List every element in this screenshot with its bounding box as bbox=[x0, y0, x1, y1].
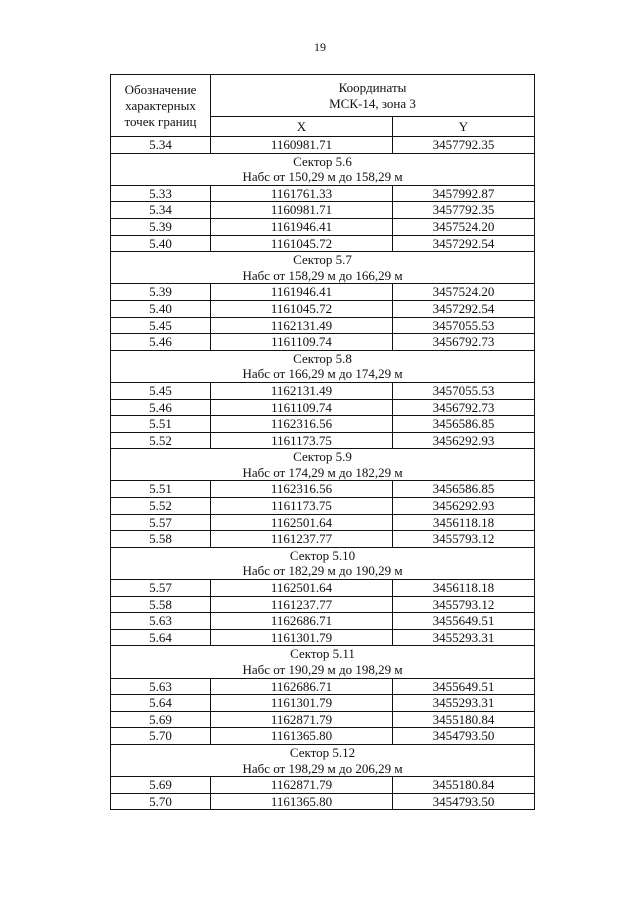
table-row bbox=[111, 185, 535, 202]
table-row bbox=[111, 218, 535, 235]
point-id-cell: 5.39 bbox=[111, 284, 211, 301]
table-row bbox=[111, 481, 535, 498]
y-coordinate-cell: 3456586.85 bbox=[393, 416, 535, 433]
table-row bbox=[111, 678, 535, 695]
point-designation-header bbox=[111, 75, 211, 137]
table-row bbox=[111, 317, 535, 334]
point-id-cell: 5.69 bbox=[111, 711, 211, 728]
table-row bbox=[111, 300, 535, 317]
y-coordinate-cell: 3457292.54 bbox=[393, 300, 535, 317]
sector-title: Сектор 5.12 bbox=[289, 744, 356, 760]
y-coordinate-cell: 3456792.73 bbox=[393, 399, 535, 416]
x-coordinate-cell: 1162871.79 bbox=[211, 711, 393, 728]
point-id-cell: 5.58 bbox=[111, 596, 211, 613]
point-id-cell: 5.63 bbox=[111, 678, 211, 695]
point-id-cell: 5.40 bbox=[111, 300, 211, 317]
sector-title: Сектор 5.10 bbox=[289, 547, 356, 563]
x-coordinate-cell: 1161173.75 bbox=[211, 432, 393, 449]
point-id-cell: 5.70 bbox=[111, 728, 211, 745]
point-id-cell: 5.51 bbox=[111, 416, 211, 433]
x-coordinate-cell: 1161109.74 bbox=[211, 334, 393, 351]
y-coordinate-cell: 3457524.20 bbox=[393, 284, 535, 301]
y-column-header: Y bbox=[393, 117, 535, 137]
sector-row bbox=[111, 547, 535, 579]
y-coordinate-cell: 3457292.54 bbox=[393, 235, 535, 252]
x-coordinate-cell: 1161761.33 bbox=[211, 185, 393, 202]
sector-title: Сектор 5.6 bbox=[293, 153, 352, 169]
table-row bbox=[111, 202, 535, 219]
table-row bbox=[111, 334, 535, 351]
x-coordinate-cell: 1161237.77 bbox=[211, 596, 393, 613]
y-coordinate-cell: 3456292.93 bbox=[393, 498, 535, 515]
sector-cell bbox=[111, 153, 535, 185]
sector-cell bbox=[111, 547, 535, 579]
point-id-cell: 5.33 bbox=[111, 185, 211, 202]
table-row bbox=[111, 695, 535, 712]
y-coordinate-cell: 3457524.20 bbox=[393, 218, 535, 235]
sector-row bbox=[111, 646, 535, 678]
x-coordinate-cell: 1162501.64 bbox=[211, 580, 393, 597]
x-coordinate-cell: 1161946.41 bbox=[211, 284, 393, 301]
table-row bbox=[111, 284, 535, 301]
point-id-cell: 5.57 bbox=[111, 580, 211, 597]
y-coordinate-cell: 3454793.50 bbox=[393, 793, 535, 810]
y-coordinate-cell: 3456586.85 bbox=[393, 481, 535, 498]
x-coordinate-cell: 1161173.75 bbox=[211, 498, 393, 515]
sector-height-range: Набс от 174,29 м до 182,29 м bbox=[242, 464, 403, 480]
x-coordinate-cell: 1161301.79 bbox=[211, 629, 393, 646]
y-coordinate-cell: 3455180.84 bbox=[393, 711, 535, 728]
sector-height-range: Набс от 182,29 м до 190,29 м bbox=[242, 563, 403, 579]
sector-row bbox=[111, 449, 535, 481]
sector-row bbox=[111, 252, 535, 284]
table-body bbox=[111, 137, 535, 810]
sector-height-range: Набс от 158,29 м до 166,29 м bbox=[242, 267, 403, 283]
y-coordinate-cell: 3457792.35 bbox=[393, 202, 535, 219]
sector-cell bbox=[111, 252, 535, 284]
point-id-cell: 5.39 bbox=[111, 218, 211, 235]
y-coordinate-cell: 3454793.50 bbox=[393, 728, 535, 745]
table-row bbox=[111, 382, 535, 399]
x-coordinate-cell: 1161045.72 bbox=[211, 235, 393, 252]
sector-title: Сектор 5.11 bbox=[290, 646, 355, 662]
x-coordinate-cell: 1162686.71 bbox=[211, 613, 393, 630]
y-coordinate-cell: 3457055.53 bbox=[393, 317, 535, 334]
sector-row bbox=[111, 350, 535, 382]
x-coordinate-cell: 1161365.80 bbox=[211, 793, 393, 810]
point-id-cell: 5.45 bbox=[111, 317, 211, 334]
point-id-cell: 5.58 bbox=[111, 531, 211, 548]
table-row bbox=[111, 498, 535, 515]
sector-cell bbox=[111, 744, 535, 776]
table-row bbox=[111, 777, 535, 794]
point-id-cell: 5.69 bbox=[111, 777, 211, 794]
sector-title: Сектор 5.8 bbox=[293, 350, 352, 366]
x-coordinate-cell: 1162871.79 bbox=[211, 777, 393, 794]
table-row bbox=[111, 137, 535, 154]
table-row bbox=[111, 728, 535, 745]
y-coordinate-cell: 3455180.84 bbox=[393, 777, 535, 794]
table-row bbox=[111, 399, 535, 416]
point-id-cell: 5.64 bbox=[111, 695, 211, 712]
table-row bbox=[111, 596, 535, 613]
y-coordinate-cell: 3456118.18 bbox=[393, 580, 535, 597]
point-id-cell: 5.52 bbox=[111, 498, 211, 515]
point-id-cell: 5.46 bbox=[111, 334, 211, 351]
x-coordinate-cell: 1162316.56 bbox=[211, 481, 393, 498]
sector-cell bbox=[111, 449, 535, 481]
sector-height-range: Набс от 166,29 м до 174,29 м bbox=[242, 366, 403, 382]
point-id-cell: 5.57 bbox=[111, 514, 211, 531]
point-id-cell: 5.52 bbox=[111, 432, 211, 449]
y-coordinate-cell: 3457992.87 bbox=[393, 185, 535, 202]
table-row bbox=[111, 531, 535, 548]
table-row bbox=[111, 613, 535, 630]
x-coordinate-cell: 1162131.49 bbox=[211, 382, 393, 399]
y-coordinate-cell: 3455649.51 bbox=[393, 613, 535, 630]
y-coordinate-cell: 3455793.12 bbox=[393, 596, 535, 613]
coordinates-table bbox=[110, 74, 535, 810]
x-coordinate-cell: 1162316.56 bbox=[211, 416, 393, 433]
sector-row bbox=[111, 153, 535, 185]
point-id-cell: 5.34 bbox=[111, 202, 211, 219]
coordinates-title: Координаты bbox=[338, 79, 407, 95]
x-coordinate-cell: 1162686.71 bbox=[211, 678, 393, 695]
y-coordinate-cell: 3455293.31 bbox=[393, 629, 535, 646]
y-coordinate-cell: 3457055.53 bbox=[393, 382, 535, 399]
x-coordinate-cell: 1161301.79 bbox=[211, 695, 393, 712]
sector-cell bbox=[111, 350, 535, 382]
y-coordinate-cell: 3455293.31 bbox=[393, 695, 535, 712]
table-row bbox=[111, 793, 535, 810]
table-row bbox=[111, 711, 535, 728]
point-id-cell: 5.70 bbox=[111, 793, 211, 810]
table-header bbox=[111, 75, 535, 137]
y-coordinate-cell: 3455649.51 bbox=[393, 678, 535, 695]
point-id-cell: 5.51 bbox=[111, 481, 211, 498]
x-coordinate-cell: 1161109.74 bbox=[211, 399, 393, 416]
y-coordinate-cell: 3456292.93 bbox=[393, 432, 535, 449]
x-coordinate-cell: 1161946.41 bbox=[211, 218, 393, 235]
point-header-line: характерных bbox=[125, 97, 196, 113]
sector-height-range: Набс от 190,29 м до 198,29 м bbox=[242, 662, 403, 677]
y-coordinate-cell: 3457792.35 bbox=[393, 137, 535, 154]
page-number: 19 bbox=[314, 40, 326, 54]
x-coordinate-cell: 1160981.71 bbox=[211, 202, 393, 219]
table-row bbox=[111, 432, 535, 449]
point-id-cell: 5.40 bbox=[111, 235, 211, 252]
point-id-cell: 5.64 bbox=[111, 629, 211, 646]
x-coordinate-cell: 1162131.49 bbox=[211, 317, 393, 334]
table-row bbox=[111, 629, 535, 646]
y-coordinate-cell: 3456792.73 bbox=[393, 334, 535, 351]
sector-row bbox=[111, 744, 535, 776]
y-coordinate-cell: 3455793.12 bbox=[393, 531, 535, 548]
sector-height-range: Набс от 150,29 м до 158,29 м bbox=[242, 169, 403, 185]
point-id-cell: 5.34 bbox=[111, 137, 211, 154]
sector-title: Сектор 5.7 bbox=[293, 252, 352, 268]
x-coordinate-cell: 1161365.80 bbox=[211, 728, 393, 745]
x-coordinate-cell: 1161237.77 bbox=[211, 531, 393, 548]
point-id-cell: 5.63 bbox=[111, 613, 211, 630]
point-header-line: точек границ bbox=[124, 113, 197, 129]
y-coordinate-cell: 3456118.18 bbox=[393, 514, 535, 531]
x-coordinate-cell: 1160981.71 bbox=[211, 137, 393, 154]
table-row bbox=[111, 416, 535, 433]
table-row bbox=[111, 514, 535, 531]
coordinates-header bbox=[211, 75, 535, 117]
point-id-cell: 5.45 bbox=[111, 382, 211, 399]
point-header-line: Обозначение bbox=[124, 81, 197, 97]
coordinate-system: МСК-14, зона 3 bbox=[329, 95, 416, 111]
sector-cell bbox=[111, 646, 535, 678]
x-column-header: X bbox=[211, 117, 393, 137]
sector-title: Сектор 5.9 bbox=[293, 449, 352, 465]
x-coordinate-cell: 1161045.72 bbox=[211, 300, 393, 317]
sector-height-range: Набс от 198,29 м до 206,29 м bbox=[242, 760, 403, 776]
point-id-cell: 5.46 bbox=[111, 399, 211, 416]
table-row bbox=[111, 580, 535, 597]
x-coordinate-cell: 1162501.64 bbox=[211, 514, 393, 531]
table-row bbox=[111, 235, 535, 252]
